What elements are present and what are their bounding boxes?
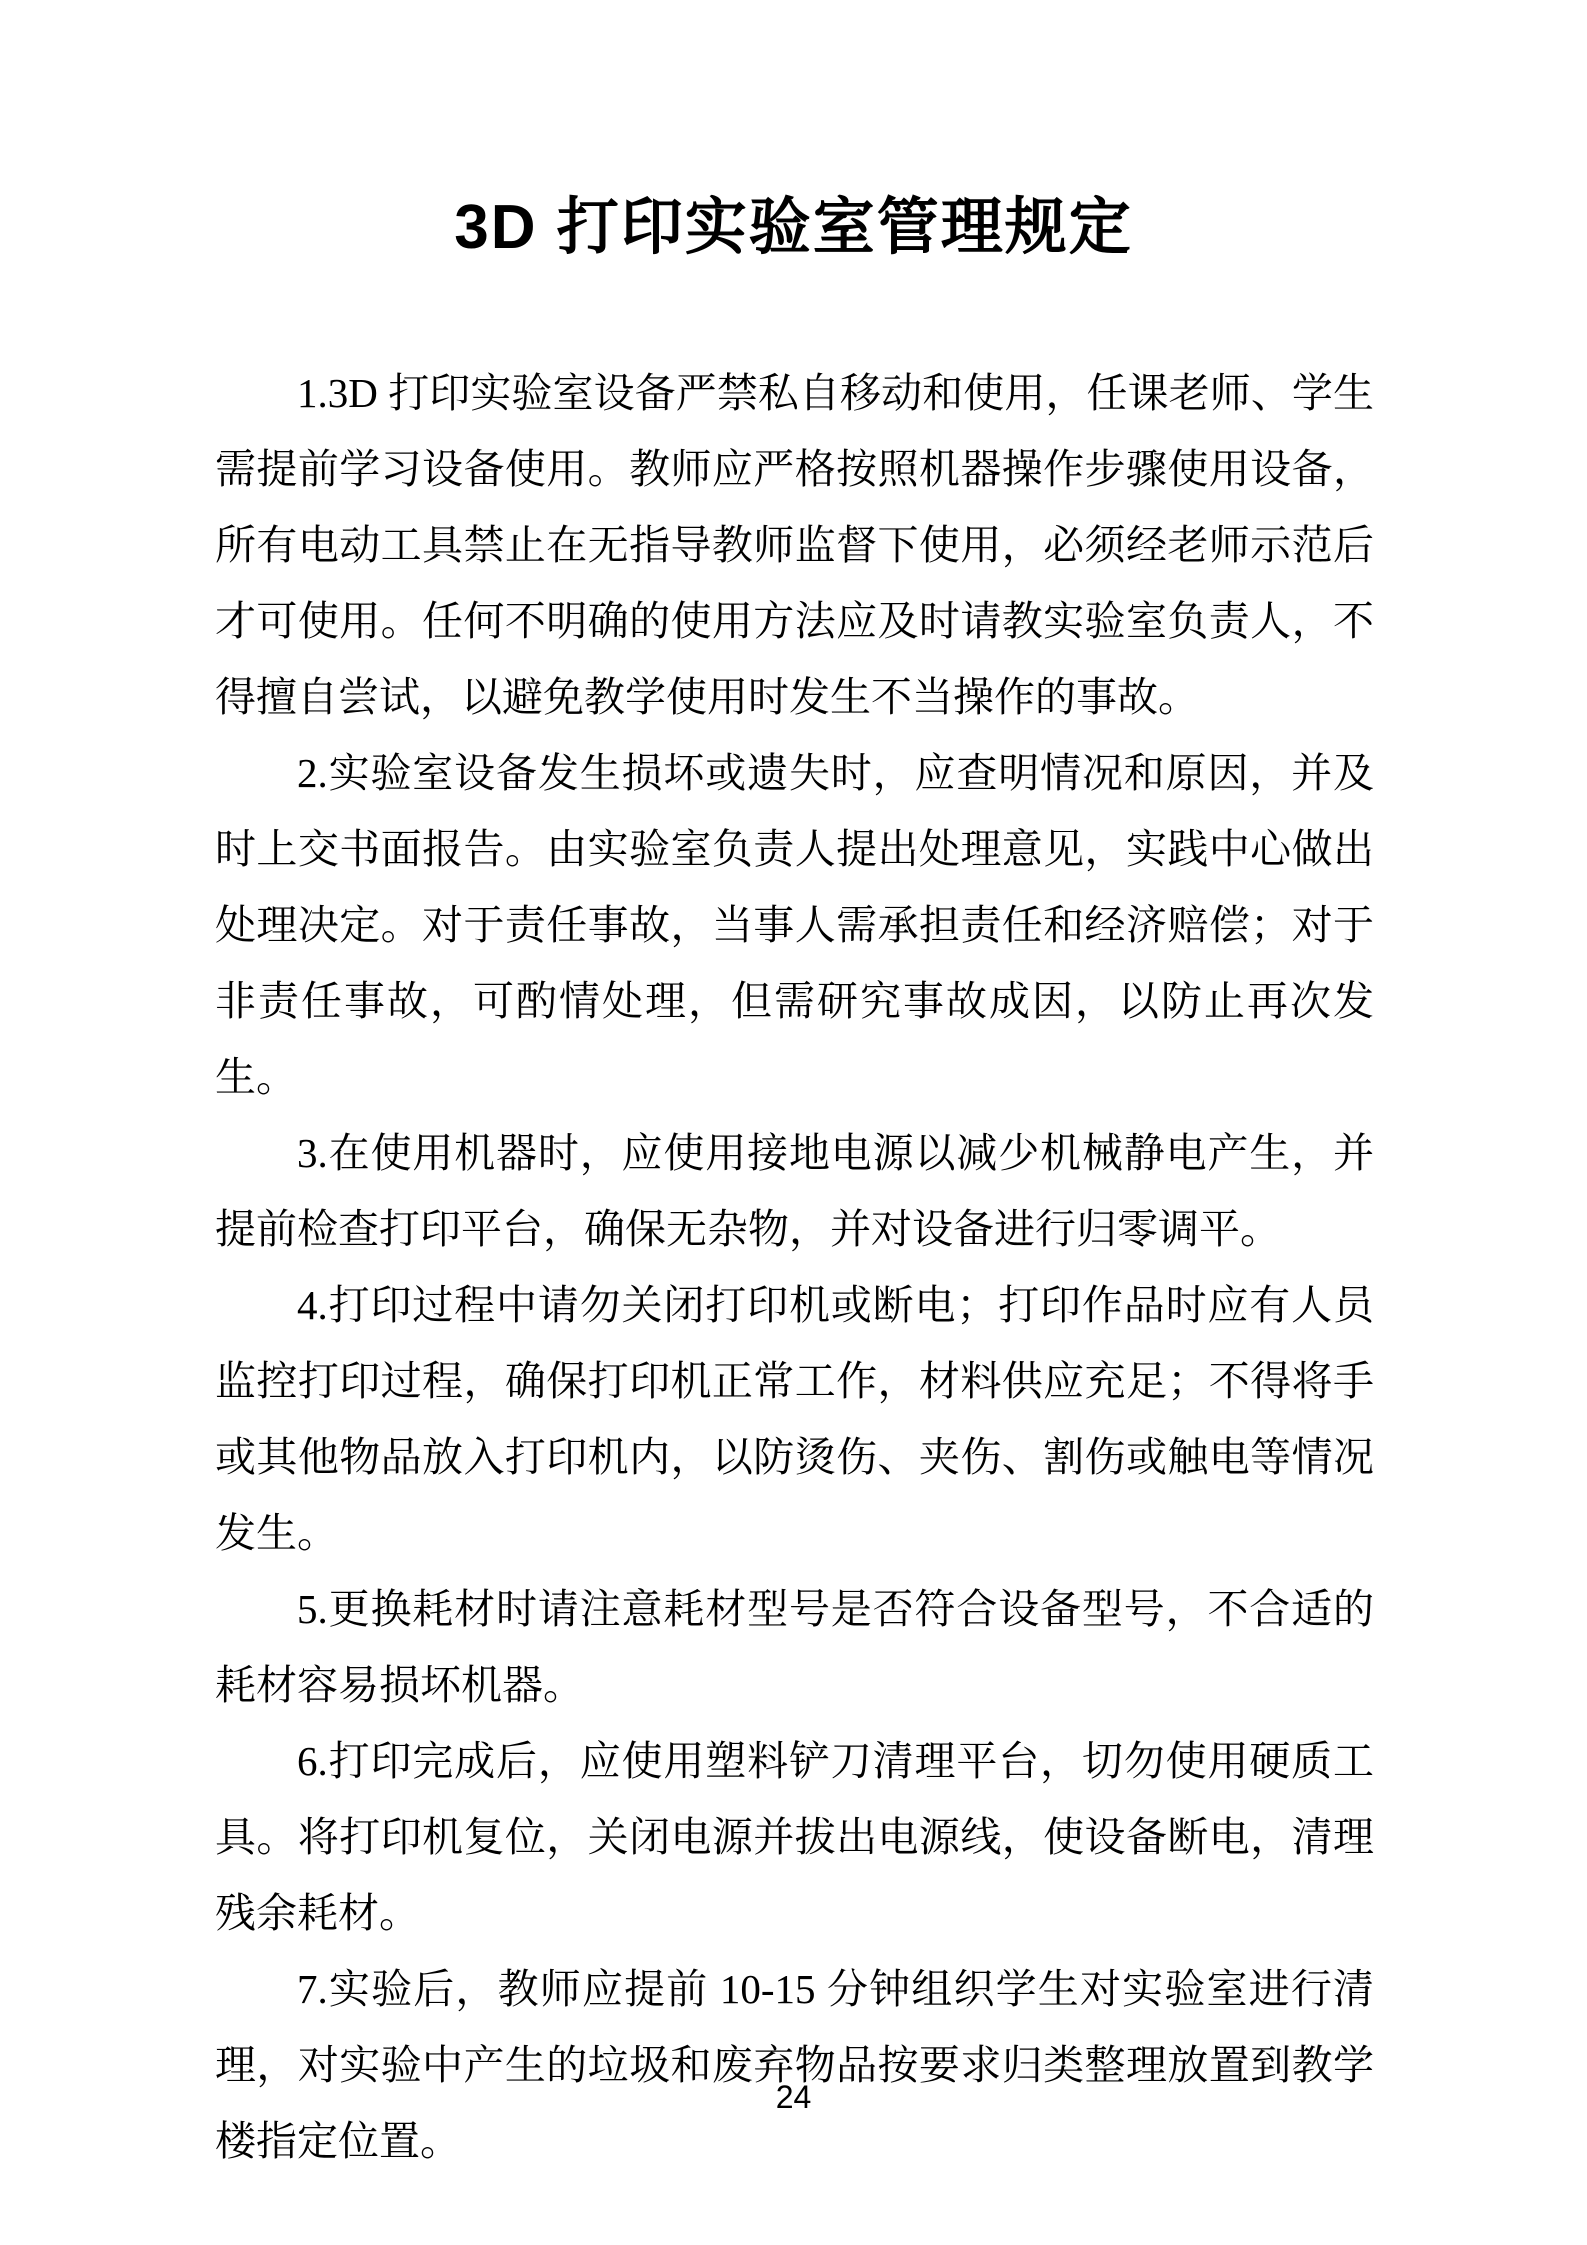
regulation-paragraph-3: 3.在使用机器时，应使用接地电源以减少机械静电产生，并提前检查打印平台，确保无杂物，并对设备进行归零调平。 — [215, 1130, 1374, 1252]
regulation-paragraph-1: 1.3D 打印实验室设备严禁私自移动和使用，任课老师、学生需提前学习设备使用。教师应严格按照机器操作步骤使用设备，所有电动工具禁止在无指导教师监督下使用，必须经老师示范后才可使用。任何不明确的使用方法应及时请教实验室负责人，不得擅自尝试，以避免教学使用时发生不当操作的事故。 — [215, 370, 1374, 720]
regulation-paragraph-6: 6.打印完成后，应使用塑料铲刀清理平台，切勿使用硬质工具。将打印机复位，关闭电源并拔出电源线，使设备断电，清理残余耗材。 — [215, 1738, 1374, 1936]
document-body — [215, 355, 1374, 2179]
regulation-paragraph-5: 5.更换耗材时请注意耗材型号是否符合设备型号，不合适的耗材容易损坏机器。 — [215, 1586, 1374, 1708]
regulation-paragraph-2: 2.实验室设备发生损坏或遗失时，应查明情况和原因，并及时上交书面报告。由实验室负责人提出处理意见，实践中心做出处理决定。对于责任事故，当事人需承担责任和经济赔偿；对于非责任事故，可酌情处理，但需研究事故成因，以防止再次发生。 — [215, 750, 1374, 1100]
regulation-paragraph-7: 7.实验后，教师应提前 10-15 分钟组织学生对实验室进行清理，对实验中产生的垃圾和废弃物品按要求归类整理放置到教学楼指定位置。 — [215, 1966, 1374, 2164]
page-number: 24 — [775, 2079, 812, 2115]
regulation-paragraph-4: 4.打印过程中请勿关闭打印机或断电；打印作品时应有人员监控打印过程，确保打印机正常工作，材料供应充足；不得将手或其他物品放入打印机内，以防烫伤、夹伤、割伤或触电等情况发生。 — [215, 1282, 1374, 1556]
page-title: 3D 打印实验室管理规定 — [454, 193, 1133, 262]
